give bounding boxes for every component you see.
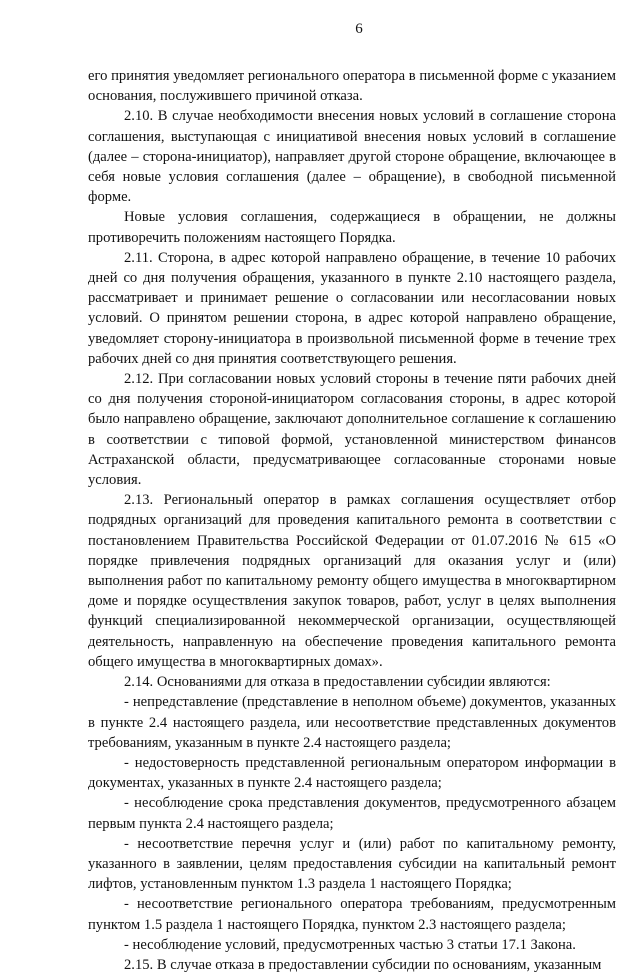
paragraph: 2.14. Основаниями для отказа в предоставлении субсидии являются: (124, 674, 551, 691)
list-item: - непредставление (представление в неполном объеме) документов, указанных в пункте 2.4 настоящего раздела, или несоответствие представленных документов требованиям, указанным в пункте 2.4 настоящего раздела; (88, 694, 616, 751)
list-item: - несоблюдение условий, предусмотренных частью 3 статьи 17.1 Закона. (124, 936, 576, 953)
paragraph: 2.13. Региональный оператор в рамках соглашения осуществляет отбор подрядных организаций для проведения капитального ремонта в соответствии с постановлением Правительства Российской Федерации от 01.07.2016 № 615 «О порядке привлечения подрядных организаций для оказания услуг и (или) выполнения работ по капитальному ремонту общего имущества в многоквартирном доме и порядке осуществления закупок товаров, работ, услуг в целях выполнения функций специализированной некоммерческой организации, осуществляющей деятельность, направленную на обеспечение проведения капитального ремонта общего имущества в многоквартирных домах». (88, 492, 616, 670)
paragraph: его принятия уведомляет регионального оператора в письменной форме с указанием основания, послужившего причиной отказа. (88, 68, 616, 105)
page-number: 6 (355, 21, 363, 37)
document-body (88, 66, 616, 975)
paragraph: 2.11. Сторона, в адрес которой направлено обращение, в течение 10 рабочих дней со дня получения обращения, указанного в пункте 2.10 настоящего раздела, рассматривает и принимает решение о согласовании или несогласовании новых условий. О принятом решении сторона, в адрес которой направлено обращение, уведомляет сторону-инициатора в произвольной письменной форме в течение трех рабочих дней со дня принятия соответствующего решения. (88, 249, 616, 367)
list-item: - недостоверность представленной региональным оператором информации в документах, указанных в пункте 2.4 настоящего раздела; (88, 754, 616, 792)
list-item: - несоблюдение срока представления документов, предусмотренного абзацем первым пункта 2.4 настоящего раздела; (88, 795, 616, 832)
paragraph: 2.15. В случае отказа в предоставлении субсидии по основаниям, указанным (124, 956, 602, 973)
paragraph: Новые условия соглашения, содержащиеся в обращении, не должны противоречить положениям настоящего Порядка. (88, 209, 616, 246)
list-item: - несоответствие регионального оператора требованиям, предусмотренным пунктом 1.5 раздела 1 настоящего Порядка, пунктом 2.3 настоящего раздела; (88, 896, 616, 933)
paragraph: 2.10. В случае необходимости внесения новых условий в соглашение сторона соглашения, выступающая с инициативой внесения новых условий в соглашение (далее – сторона-инициатор), направляет другой стороне обращение, включающее в себя новые условия соглашения (далее – обращение), в свободной письменной форме. (88, 108, 616, 206)
list-item: - несоответствие перечня услуг и (или) работ по капитальному ремонту, указанного в заявлении, целям предоставления субсидии на капитальный ремонт лифтов, установленным пунктом 1.3 раздела 1 настоящего Порядка; (88, 835, 616, 893)
paragraph: 2.12. При согласовании новых условий стороны в течение пяти рабочих дней со дня получения стороной-инициатором согласования стороны, в адрес которой было направлено обращение, заключают дополнительное соглашение к соглашению в соответствии с типовой формой, установленной министерством финансов Астраханской области, предусматривающее согласованные сторонами новые условия. (88, 371, 616, 489)
